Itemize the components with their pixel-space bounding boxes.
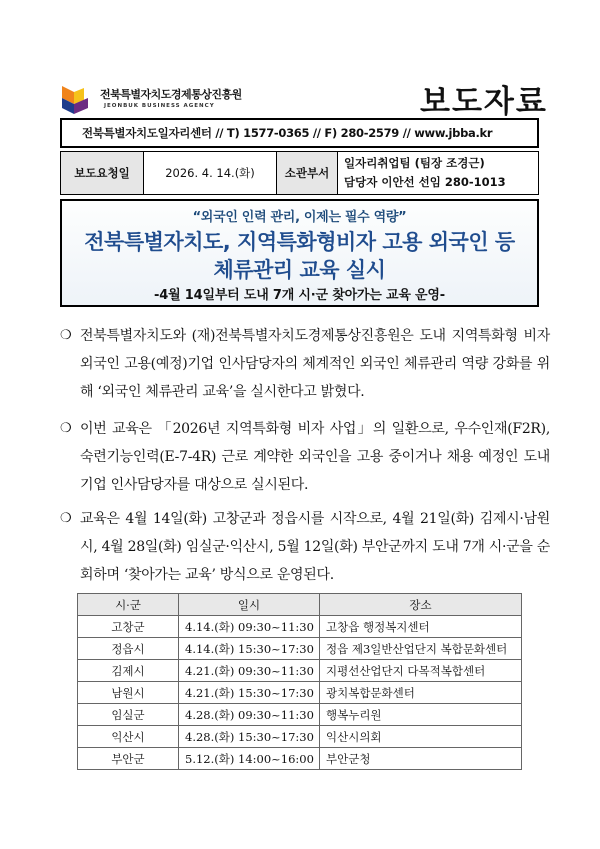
department-name: 일자리취업팀 (팀장 조경근) [344,156,485,170]
table-row [78,638,522,660]
request-date-label: 보도요청일 [61,152,144,195]
column-header-datetime: 일시 [179,594,320,616]
datetime-cell: 4.14.(화) 09:30~11:30 [179,616,320,638]
venue-cell: 고창읍 행정복지센터 [320,616,522,638]
table-row [78,616,522,638]
org-name-korean: 전북특별자치도경제통상진흥원 [100,88,242,101]
venue-cell: 익산시의회 [320,726,522,748]
region-cell: 임실군 [78,704,179,726]
region-cell: 고창군 [78,616,179,638]
headline-line-1: 전북특별자치도, 지역특화형비자 고용 외국인 등 [84,230,515,254]
venue-cell: 부안군청 [320,748,522,770]
department-label: 소관부서 [277,152,338,195]
body-paragraph-3 [60,505,550,589]
datetime-cell: 4.21.(화) 15:30~17:30 [179,682,320,704]
venue-cell: 행복누리원 [320,704,522,726]
circle-bullet-icon: ❍ [60,421,72,436]
datetime-cell: 4.14.(화) 15:30~17:30 [179,638,320,660]
table-row [78,748,522,770]
column-header-region: 시·군 [78,594,179,616]
contact-person: 담당자 이안선 선임 280-1013 [344,175,506,189]
schedule-table [77,593,522,770]
body-paragraph-2 [60,415,550,499]
circle-bullet-icon: ❍ [60,511,72,526]
paragraph-text: 이번 교육은 「2026년 지역특화형 비자 사업」의 일환으로, 우수인재(F2R), 숙련기능인력(E-7-4R) 근로 계약한 외국인을 고용 중이거나 채용 예정인 도내 기업 인사담당자를 대상으로 실시된다. [80,421,550,493]
circle-bullet-icon: ❍ [60,328,72,343]
datetime-cell: 4.28.(화) 15:30~17:30 [179,726,320,748]
region-cell: 남원시 [78,682,179,704]
paragraph-text: 전북특별자치도와 (재)전북특별자치도경제통상진흥원은 도내 지역특화형 비자 외국인 고용(예정)기업 인사담당자의 체계적인 외국인 체류관리 역량 강화를 위해 ‘외국인 체류관리 교육’을 실시한다고 밝혔다. [80,328,550,400]
paragraph-text: 교육은 4월 14일(화) 고창군과 정읍시를 시작으로, 4월 21일(화) 김제시·남원시, 4월 28일(화) 임실군·익산시, 5월 12일(화) 부안군까지 도내 7개 시·군을 순회하며 ‘찾아가는 교육’ 방식으로 운영된다. [80,511,550,583]
press-meta-table [60,151,539,195]
contact-line: 전북특별자치도일자리센터 // T) 1577-0365 // F) 280-2579 // www.jbba.kr [82,126,493,140]
request-date-value: 2026. 4. 14.(화) [144,152,277,195]
headline-line-2: 체류관리 교육 실시 [213,258,386,282]
venue-cell: 정읍 제3일반산업단지 복합문화센터 [320,638,522,660]
column-header-venue: 장소 [320,594,522,616]
body-paragraph-1 [60,322,550,406]
table-row [78,726,522,748]
contact-info-bar [60,118,539,148]
datetime-cell: 4.21.(화) 09:30~11:30 [179,660,320,682]
headline-subtitle: “외국인 인력 관리, 이제는 필수 역량” [192,210,407,225]
table-row [78,660,522,682]
schedule-header-row [78,594,522,616]
headline-summary: -4월 14일부터 도내 7개 시·군 찾아가는 교육 운영- [154,288,445,303]
region-cell: 정읍시 [78,638,179,660]
org-name-english: JEONBUK BUSINESS AGENCY [104,103,215,109]
venue-cell: 지평선산업단지 다목적복합센터 [320,660,522,682]
table-row [78,704,522,726]
venue-cell: 광치복합문화센터 [320,682,522,704]
department-value [338,152,539,195]
headline [60,228,539,284]
agency-logo-icon [58,80,94,116]
table-row [78,682,522,704]
datetime-cell: 4.28.(화) 09:30~11:30 [179,704,320,726]
region-cell: 익산시 [78,726,179,748]
region-cell: 부안군 [78,748,179,770]
document-type-title: 보도자료 [420,84,548,120]
region-cell: 김제시 [78,660,179,682]
datetime-cell: 5.12.(화) 14:00~16:00 [179,748,320,770]
